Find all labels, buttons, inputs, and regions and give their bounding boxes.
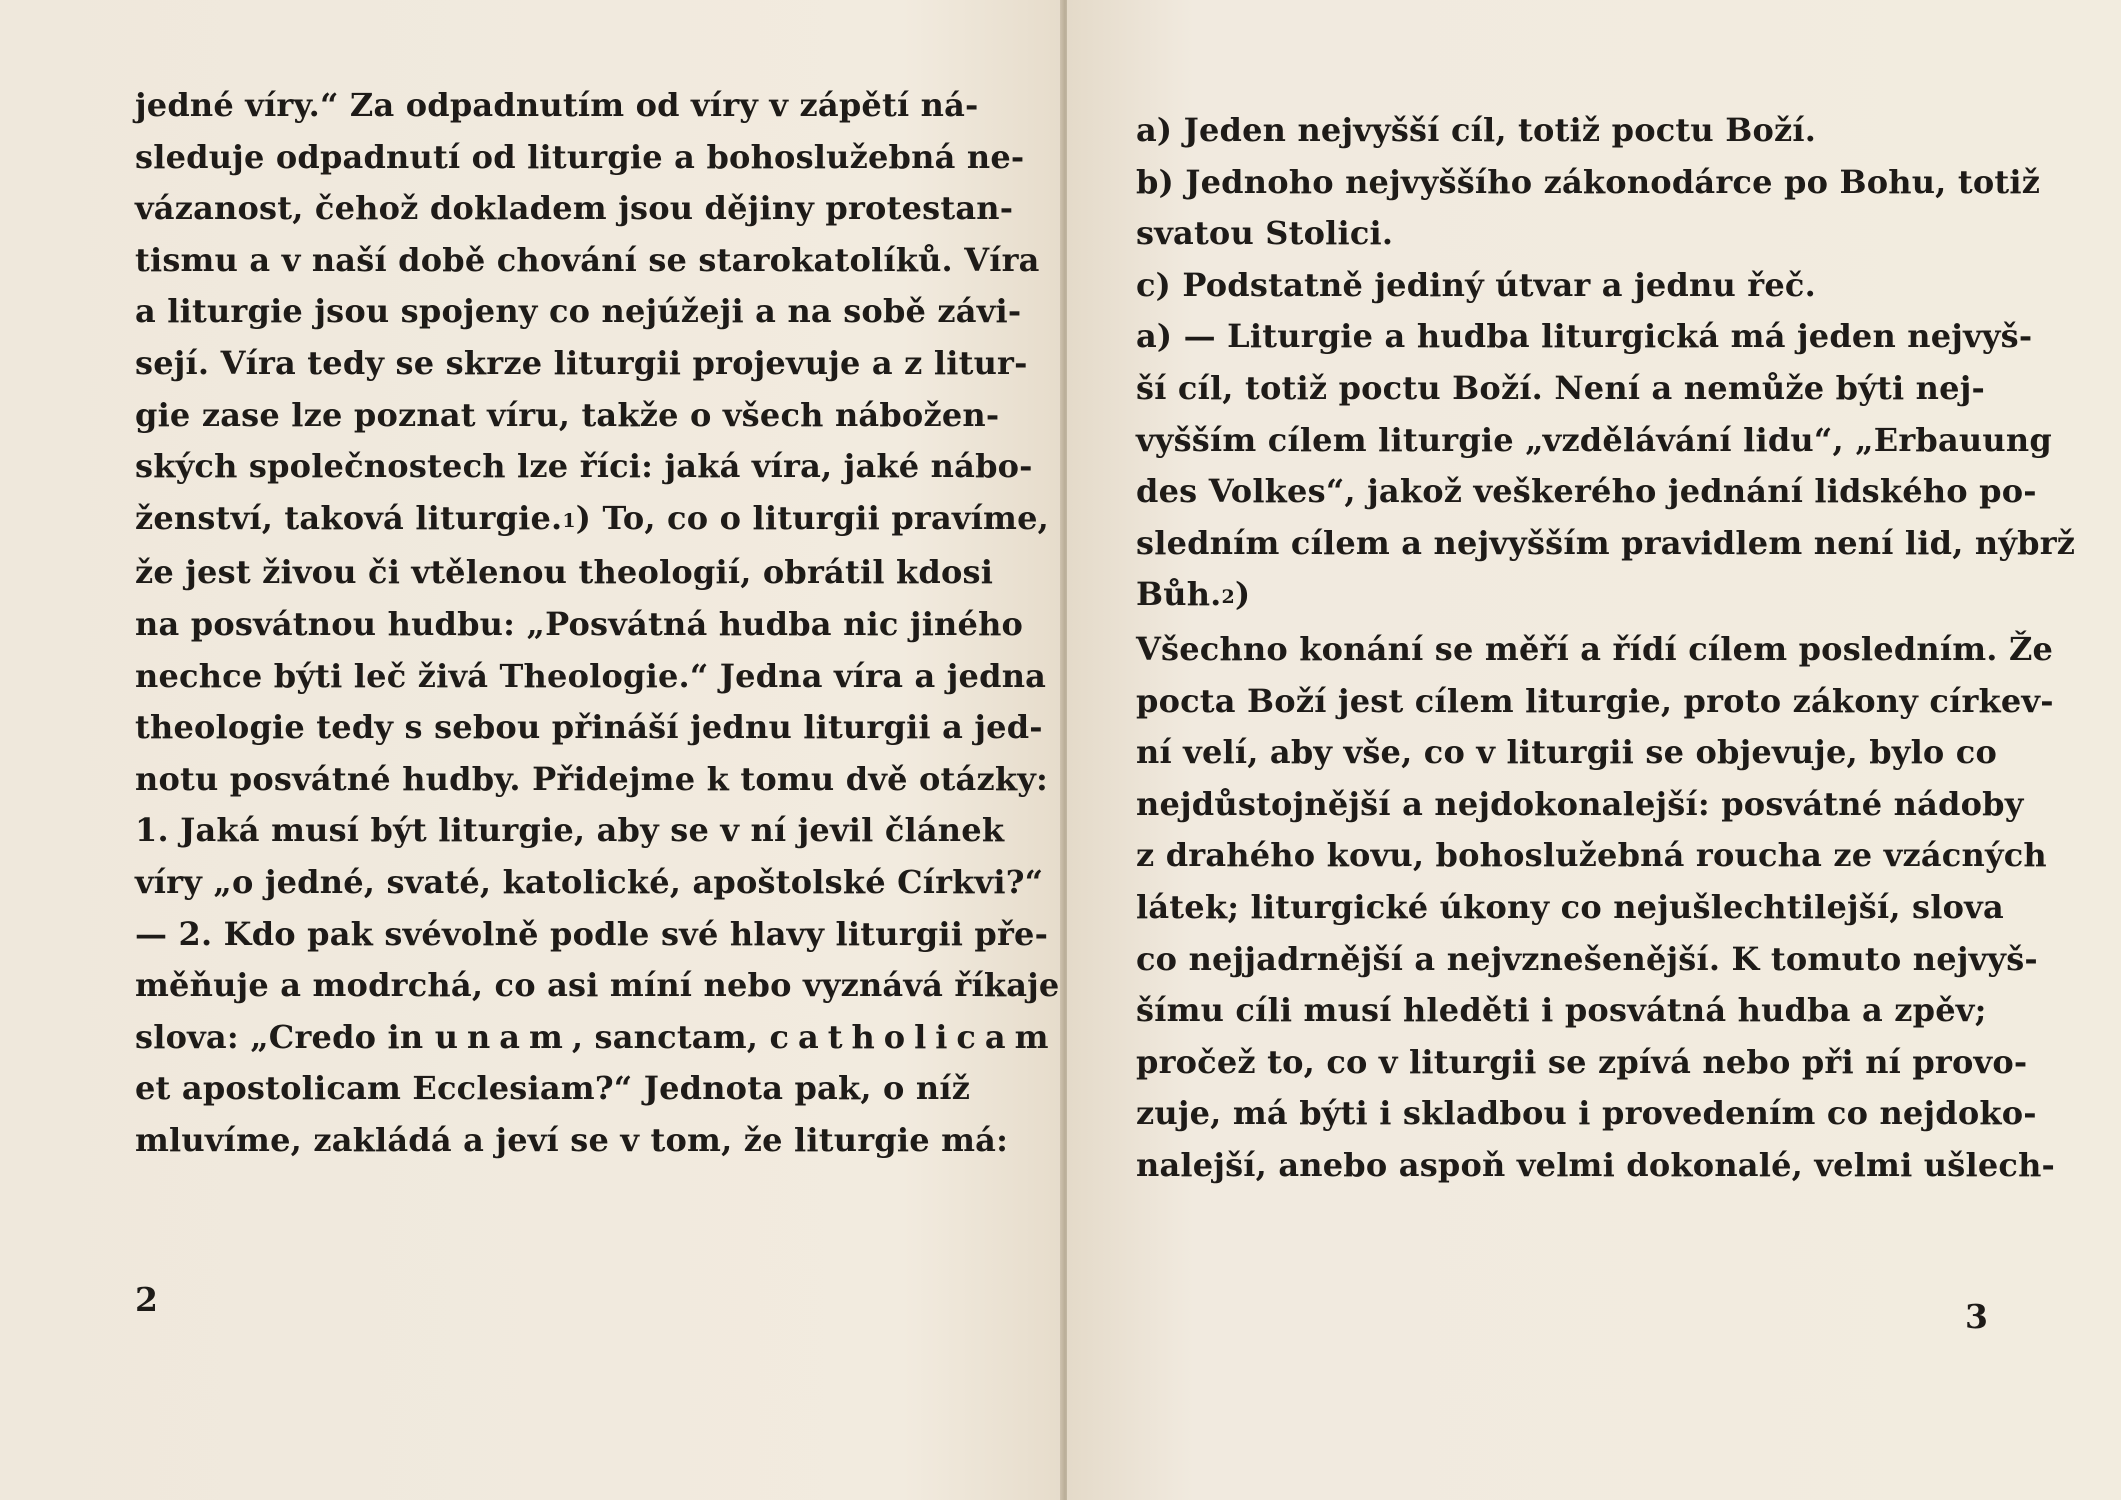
text-line: 1. Jaká musí být liturgie, aby se v ní jevil článek [135, 811, 1005, 850]
emphasis-spaced: unam [434, 1017, 572, 1056]
text-segment: ) To, co o liturgii pravíme, [575, 498, 1050, 537]
text-line: šímu cíli musí hleděti i posvátná hudba a zpěv; [1136, 991, 1987, 1030]
text-line: et apostolicam Ecclesiam?“ Jednota pak, o níž [135, 1069, 971, 1108]
text-line: gie zase lze poznat víru, takže o všech nábožen- [135, 395, 1000, 434]
text-line [135, 493, 1050, 548]
text-line: jedné víry.“ Za odpadnutím od víry v zápětí ná- [135, 86, 979, 124]
text-line: c) Podstatně jediný útvar a jednu řeč. [1136, 265, 1816, 304]
text-line: sleduje odpadnutí od liturgie a bohoslužebná ne- [135, 137, 1025, 176]
text-line: a liturgie jsou spojeny co nejúžeji a na sobě závi- [135, 292, 1022, 331]
text-line: Všechno konání se měří a řídí cílem posledním. Že [1136, 629, 2054, 668]
text-line: pročež to, co v liturgii se zpívá nebo při ní provo- [1136, 1042, 2028, 1081]
text-line: zuje, má býti i skladbou i provedením co nejdoko- [1136, 1094, 2037, 1133]
left-page-text [135, 80, 1060, 1166]
text-line: látek; liturgické úkony co nejušlechtilejší, slova [1136, 887, 2004, 926]
text-line: měňuje a modrchá, co asi míní nebo vyznává říkaje [135, 966, 1060, 1005]
text-line: — 2. Kdo pak svévolně podle své hlavy liturgii pře- [135, 914, 1049, 953]
text-line: že jest živou či vtělenou theologií, obrátil kdosi [135, 553, 994, 592]
text-line: ských společnostech lze říci: jaká víra, jaké nábo- [135, 447, 1033, 486]
text-line: vyšším cílem liturgie „vzdělávání lidu“, „Erbauung [1136, 420, 2052, 459]
text-line: vázanost, čehož dokladem jsou dějiny protestan- [135, 189, 1014, 228]
text-line: svatou Stolici. [1136, 214, 1394, 253]
text-line: des Volkes“, jakož veškerého jednání lidského po- [1136, 472, 2037, 511]
text-line [1136, 569, 2081, 624]
page-number: 3 [1965, 1297, 1988, 1336]
text-line: co nejjadrnější a nejvznešenější. K tomuto nejvyš- [1136, 939, 2038, 978]
text-segment: slova: „Credo in [135, 1017, 435, 1056]
text-line: ší cíl, totiž poctu Boží. Není a nemůže býti nej- [1136, 368, 1985, 407]
text-line: ní velí, aby vše, co v liturgii se objevuje, bylo co [1136, 733, 1998, 772]
text-line: mluvíme, zakládá a jeví se v tom, že liturgie má: [135, 1120, 1009, 1159]
emphasis-spaced: catholicam [769, 1017, 1058, 1056]
text-line: theologie tedy s sebou přináší jednu liturgii a jed- [135, 708, 1043, 747]
text-line: z drahého kovu, bohoslužebná roucha ze vzácných [1136, 836, 2047, 875]
text-line: nechce býti leč živá Theologie.“ Jedna víra a jedna [135, 656, 1047, 695]
footnote-marker: 2 [1221, 586, 1235, 609]
text-line: na posvátnou hudbu: „Posvátná hudba nic jiného [135, 604, 1024, 643]
right-page [1067, 0, 2121, 1500]
text-line: tismu a v naší době chování se starokatolíků. Víra [135, 240, 1040, 279]
text-segment: ) [1234, 575, 1251, 614]
text-segment: , sanctam, [571, 1017, 770, 1056]
page-number: 2 [135, 1280, 158, 1319]
right-page-text [1136, 105, 2081, 1191]
text-line [135, 1012, 1058, 1064]
text-line: sejí. Víra tedy se skrze liturgii projevuje a z litur- [135, 343, 1028, 382]
text-line: b) Jednoho nejvyššího zákonodárce po Bohu, totiž [1136, 162, 2041, 201]
text-line: nalejší, anebo aspoň velmi dokonalé, velmi ušlech- [1136, 1145, 2056, 1184]
text-line: sledním cílem a nejvyšším pravidlem není lid, nýbrž [1136, 523, 2076, 562]
text-line: a) Jeden nejvyšší cíl, totiž poctu Boží. [1136, 111, 1817, 149]
text-line: nejdůstojnější a nejdokonalejší: posvátné nádoby [1136, 784, 2024, 823]
text-line: pocta Boží jest cílem liturgie, proto zákony církev- [1136, 681, 2054, 720]
text-line: a) — Liturgie a hudba liturgická má jeden nejvyš- [1136, 317, 2033, 356]
text-segment: ženství, taková liturgie. [135, 498, 563, 537]
footnote-marker: 1 [562, 509, 576, 532]
text-segment: Bůh. [1136, 575, 1222, 614]
text-line: víry „o jedné, svaté, katolické, apoštolské Církvi?“ [135, 862, 1044, 901]
text-line: notu posvátné hudby. Přidejme k tomu dvě otázky: [135, 759, 1049, 798]
